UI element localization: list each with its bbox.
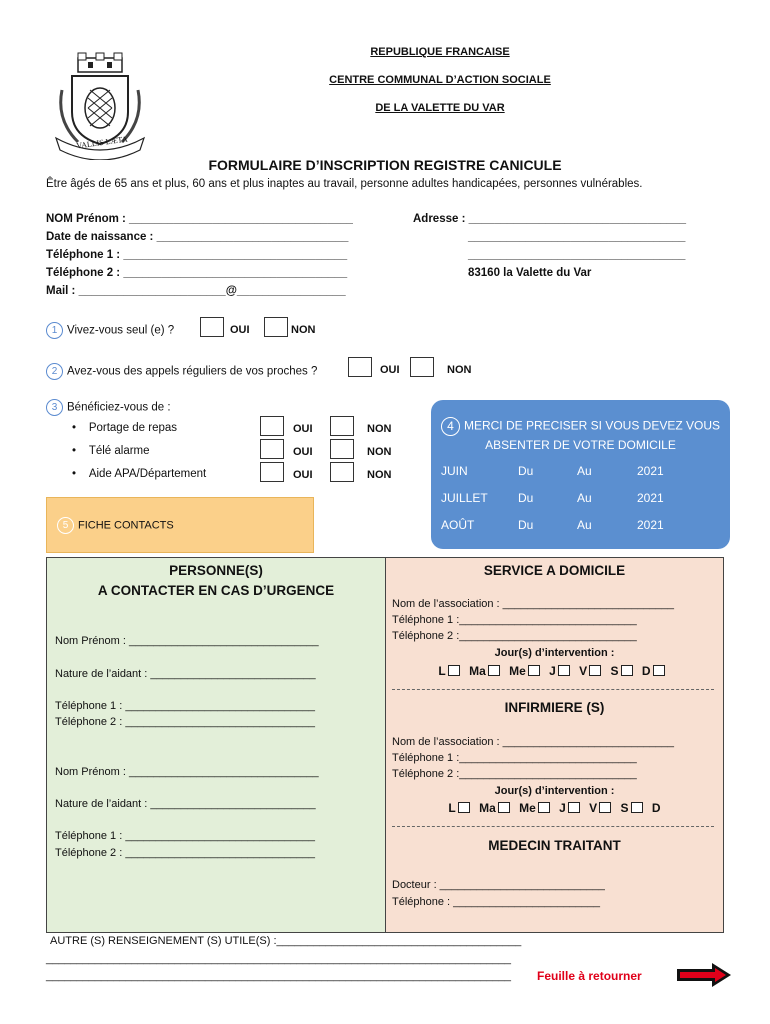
q2-non-label: NON bbox=[447, 364, 472, 376]
apa-non-checkbox[interactable] bbox=[330, 462, 354, 482]
service-day-ma: Ma bbox=[469, 664, 486, 678]
q3-item-portage-label: Portage de repas bbox=[88, 422, 178, 434]
infirmiere-title: INFIRMIERE (S) bbox=[504, 700, 605, 715]
field-telephone-2[interactable]: Téléphone 2 : ___________________________________ bbox=[46, 267, 348, 279]
infirmiere-association-field[interactable]: Nom de l’association : ____________________________ bbox=[392, 736, 674, 748]
aout-year: 2021 bbox=[637, 518, 664, 532]
service-day-s-checkbox[interactable] bbox=[621, 665, 633, 676]
autre-line-2[interactable]: ____________________________________________________________________________ bbox=[46, 970, 511, 982]
contact2-tel1-field[interactable]: Téléphone 1 : _______________________________ bbox=[55, 830, 315, 842]
infirmiere-day-l: L bbox=[448, 801, 456, 815]
month-juillet: JUILLET bbox=[441, 491, 488, 505]
infirmiere-day-l-checkbox[interactable] bbox=[458, 802, 470, 813]
page-title: FORMULAIRE D’INSCRIPTION REGISTRE CANICULE bbox=[208, 157, 562, 173]
service-day-l-checkbox[interactable] bbox=[448, 665, 460, 676]
aout-du[interactable]: Du bbox=[518, 518, 534, 532]
contact1-tel2-field[interactable]: Téléphone 2 : _______________________________ bbox=[55, 716, 315, 728]
service-day-ma-checkbox[interactable] bbox=[488, 665, 500, 676]
service-day-me: Me bbox=[509, 664, 526, 678]
q3-item-telealarme-label: Télé alarme bbox=[88, 445, 150, 457]
services-column bbox=[386, 558, 723, 932]
infirmiere-day-v-checkbox[interactable] bbox=[599, 802, 611, 813]
emergency-title-1: PERSONNE(S) bbox=[169, 563, 263, 578]
telealarme-oui-checkbox[interactable] bbox=[260, 439, 284, 459]
q2-non-checkbox[interactable] bbox=[410, 357, 434, 377]
infirmiere-day-s: S bbox=[620, 801, 629, 815]
juillet-year: 2021 bbox=[637, 491, 664, 505]
absence-title-1 bbox=[431, 417, 730, 436]
field-adresse-line2[interactable]: __________________________________ bbox=[468, 231, 686, 243]
service-jours-label: Jour(s) d’intervention : bbox=[494, 647, 615, 659]
infirmiere-day-me: Me bbox=[519, 801, 536, 815]
header-ccas: CENTRE COMMUNAL D’ACTION SOCIALE bbox=[329, 74, 551, 86]
service-tel1-field[interactable]: Téléphone 1 :_____________________________ bbox=[392, 614, 637, 626]
fiche-contacts-box bbox=[46, 497, 314, 553]
infirmiere-day-d: D bbox=[651, 801, 661, 815]
service-association-field[interactable]: Nom de l’association : ____________________________ bbox=[392, 598, 674, 610]
contacts-table bbox=[46, 557, 724, 933]
infirmiere-tel2-field[interactable]: Téléphone 2 :_____________________________ bbox=[392, 768, 637, 780]
aout-au[interactable]: Au bbox=[577, 518, 592, 532]
telealarme-non-checkbox[interactable] bbox=[330, 439, 354, 459]
service-tel2-field[interactable]: Téléphone 2 :_____________________________ bbox=[392, 630, 637, 642]
question-2 bbox=[46, 363, 317, 380]
month-juin: JUIN bbox=[441, 464, 468, 478]
q3-item-apa-label: Aide APA/Département bbox=[88, 468, 207, 480]
question-3-label: Bénéficiez-vous de : bbox=[67, 401, 171, 414]
q1-oui-checkbox[interactable] bbox=[200, 317, 224, 337]
number-2-icon: 2 bbox=[46, 363, 63, 380]
absence-title-2: ABSENTER DE VOTRE DOMICILE bbox=[485, 438, 676, 452]
q1-non-checkbox[interactable] bbox=[264, 317, 288, 337]
contact1-nature-field[interactable]: Nature de l’aidant : ___________________________ bbox=[55, 668, 316, 680]
autre-line-1[interactable]: ____________________________________________________________________________ bbox=[46, 953, 511, 965]
header-republique: REPUBLIQUE FRANCAISE bbox=[370, 46, 510, 58]
infirmiere-day-s-checkbox[interactable] bbox=[631, 802, 643, 813]
apa-oui-label: OUI bbox=[293, 469, 313, 481]
apa-non-label: NON bbox=[367, 469, 392, 481]
absence-panel bbox=[431, 400, 730, 549]
emergency-contacts-column bbox=[47, 558, 386, 932]
service-day-d: D bbox=[641, 664, 651, 678]
portage-oui-label: OUI bbox=[293, 423, 313, 435]
field-adresse[interactable]: Adresse : __________________________________ bbox=[413, 213, 687, 225]
contact2-nom-field[interactable]: Nom Prénom : _______________________________ bbox=[55, 766, 319, 778]
q3-item-apa: • Aide APA/Département bbox=[72, 468, 207, 480]
number-3-icon: 3 bbox=[46, 399, 63, 416]
juillet-au[interactable]: Au bbox=[577, 491, 592, 505]
service-day-me-checkbox[interactable] bbox=[528, 665, 540, 676]
telealarme-non-label: NON bbox=[367, 446, 392, 458]
field-adresse-line3[interactable]: __________________________________ bbox=[468, 249, 686, 261]
contact2-nature-field[interactable]: Nature de l’aidant : ___________________________ bbox=[55, 798, 316, 810]
infirmiere-jours-label: Jour(s) d’intervention : bbox=[494, 785, 615, 797]
question-2-label: Avez-vous des appels réguliers de vos proches ? bbox=[67, 365, 318, 378]
q3-item-portage: • Portage de repas bbox=[72, 422, 178, 434]
medecin-telephone-field[interactable]: Téléphone : ________________________ bbox=[392, 896, 600, 908]
autre-renseignements-field[interactable]: AUTRE (S) RENSEIGNEMENT (S) UTILE(S) :________________________________________ bbox=[50, 935, 522, 947]
header-commune: DE LA VALETTE DU VAR bbox=[375, 102, 505, 114]
service-day-j: J bbox=[549, 664, 556, 678]
contact2-tel2-field[interactable]: Téléphone 2 : _______________________________ bbox=[55, 847, 315, 859]
juin-au[interactable]: Au bbox=[577, 464, 592, 478]
service-day-v-checkbox[interactable] bbox=[589, 665, 601, 676]
number-1-icon: 1 bbox=[46, 322, 63, 339]
question-1 bbox=[46, 322, 174, 339]
logo bbox=[48, 50, 152, 160]
q2-oui-checkbox[interactable] bbox=[348, 357, 372, 377]
number-4-icon: 4 bbox=[441, 417, 460, 436]
contact1-tel1-field[interactable]: Téléphone 1 : _______________________________ bbox=[55, 700, 315, 712]
eligibility-text: Être âgés de 65 ans et plus, 60 ans et plus inaptes au travail, personne adultes handicapées, personnes vulnérables. bbox=[46, 178, 643, 190]
infirmiere-day-ma: Ma bbox=[479, 801, 496, 815]
absence-title-1-label: MERCI DE PRECISER SI VOUS DEVEZ VOUS bbox=[463, 418, 721, 433]
emergency-title-2: A CONTACTER EN CAS D’URGENCE bbox=[97, 583, 335, 598]
infirmiere-divider bbox=[392, 826, 714, 827]
question-1-label: Vivez-vous seul (e) ? bbox=[67, 324, 175, 337]
juin-du[interactable]: Du bbox=[518, 464, 534, 478]
telealarme-oui-label: OUI bbox=[293, 446, 313, 458]
infirmiere-day-j-checkbox[interactable] bbox=[568, 802, 580, 813]
service-day-d-checkbox[interactable] bbox=[653, 665, 665, 676]
logo-motto: VALLIS LÆTA bbox=[75, 134, 129, 151]
service-day-s: S bbox=[610, 664, 619, 678]
service-day-v: V bbox=[579, 664, 588, 678]
field-telephone-1[interactable]: Téléphone 1 : ___________________________________ bbox=[46, 249, 348, 261]
apa-oui-checkbox[interactable] bbox=[260, 462, 284, 482]
q1-non-label: NON bbox=[291, 324, 316, 336]
feuille-a-retourner: Feuille à retourner bbox=[537, 969, 642, 983]
portage-non-checkbox[interactable] bbox=[330, 416, 354, 436]
service-divider bbox=[392, 689, 714, 690]
field-nom-prenom[interactable]: NOM Prénom : ___________________________________ bbox=[46, 213, 353, 225]
docteur-field[interactable]: Docteur : ___________________________ bbox=[392, 879, 605, 891]
arrow-right-icon[interactable] bbox=[676, 962, 732, 988]
infirmiere-day-ma-checkbox[interactable] bbox=[498, 802, 510, 813]
service-domicile-title: SERVICE A DOMICILE bbox=[483, 563, 626, 578]
service-day-j-checkbox[interactable] bbox=[558, 665, 570, 676]
question-3 bbox=[46, 399, 171, 416]
q2-oui-label: OUI bbox=[380, 364, 400, 376]
q1-oui-label: OUI bbox=[230, 324, 250, 336]
number-5-icon: 5 bbox=[57, 517, 74, 534]
fiche-contacts-label bbox=[57, 517, 174, 534]
q3-item-telealarme: • Télé alarme bbox=[72, 445, 150, 457]
contact1-nom-field[interactable]: Nom Prénom : _______________________________ bbox=[55, 635, 319, 647]
juillet-du[interactable]: Du bbox=[518, 491, 534, 505]
service-day-l: L bbox=[438, 664, 446, 678]
infirmiere-day-j: J bbox=[559, 801, 566, 815]
infirmiere-day-me-checkbox[interactable] bbox=[538, 802, 550, 813]
infirmiere-days-row bbox=[386, 801, 723, 815]
portage-oui-checkbox[interactable] bbox=[260, 416, 284, 436]
field-ville: 83160 la Valette du Var bbox=[468, 267, 592, 279]
infirmiere-tel1-field[interactable]: Téléphone 1 :_____________________________ bbox=[392, 752, 637, 764]
fiche-contacts-text: FICHE CONTACTS bbox=[78, 519, 174, 532]
service-days-row bbox=[386, 664, 723, 678]
juin-year: 2021 bbox=[637, 464, 664, 478]
field-mail[interactable]: Mail : _______________________@_________________ bbox=[46, 285, 346, 297]
month-aout: AOÛT bbox=[441, 518, 475, 532]
portage-non-label: NON bbox=[367, 423, 392, 435]
infirmiere-day-v: V bbox=[589, 801, 598, 815]
medecin-title: MEDECIN TRAITANT bbox=[488, 838, 621, 853]
field-date-naissance[interactable]: Date de naissance : ______________________________ bbox=[46, 231, 349, 243]
